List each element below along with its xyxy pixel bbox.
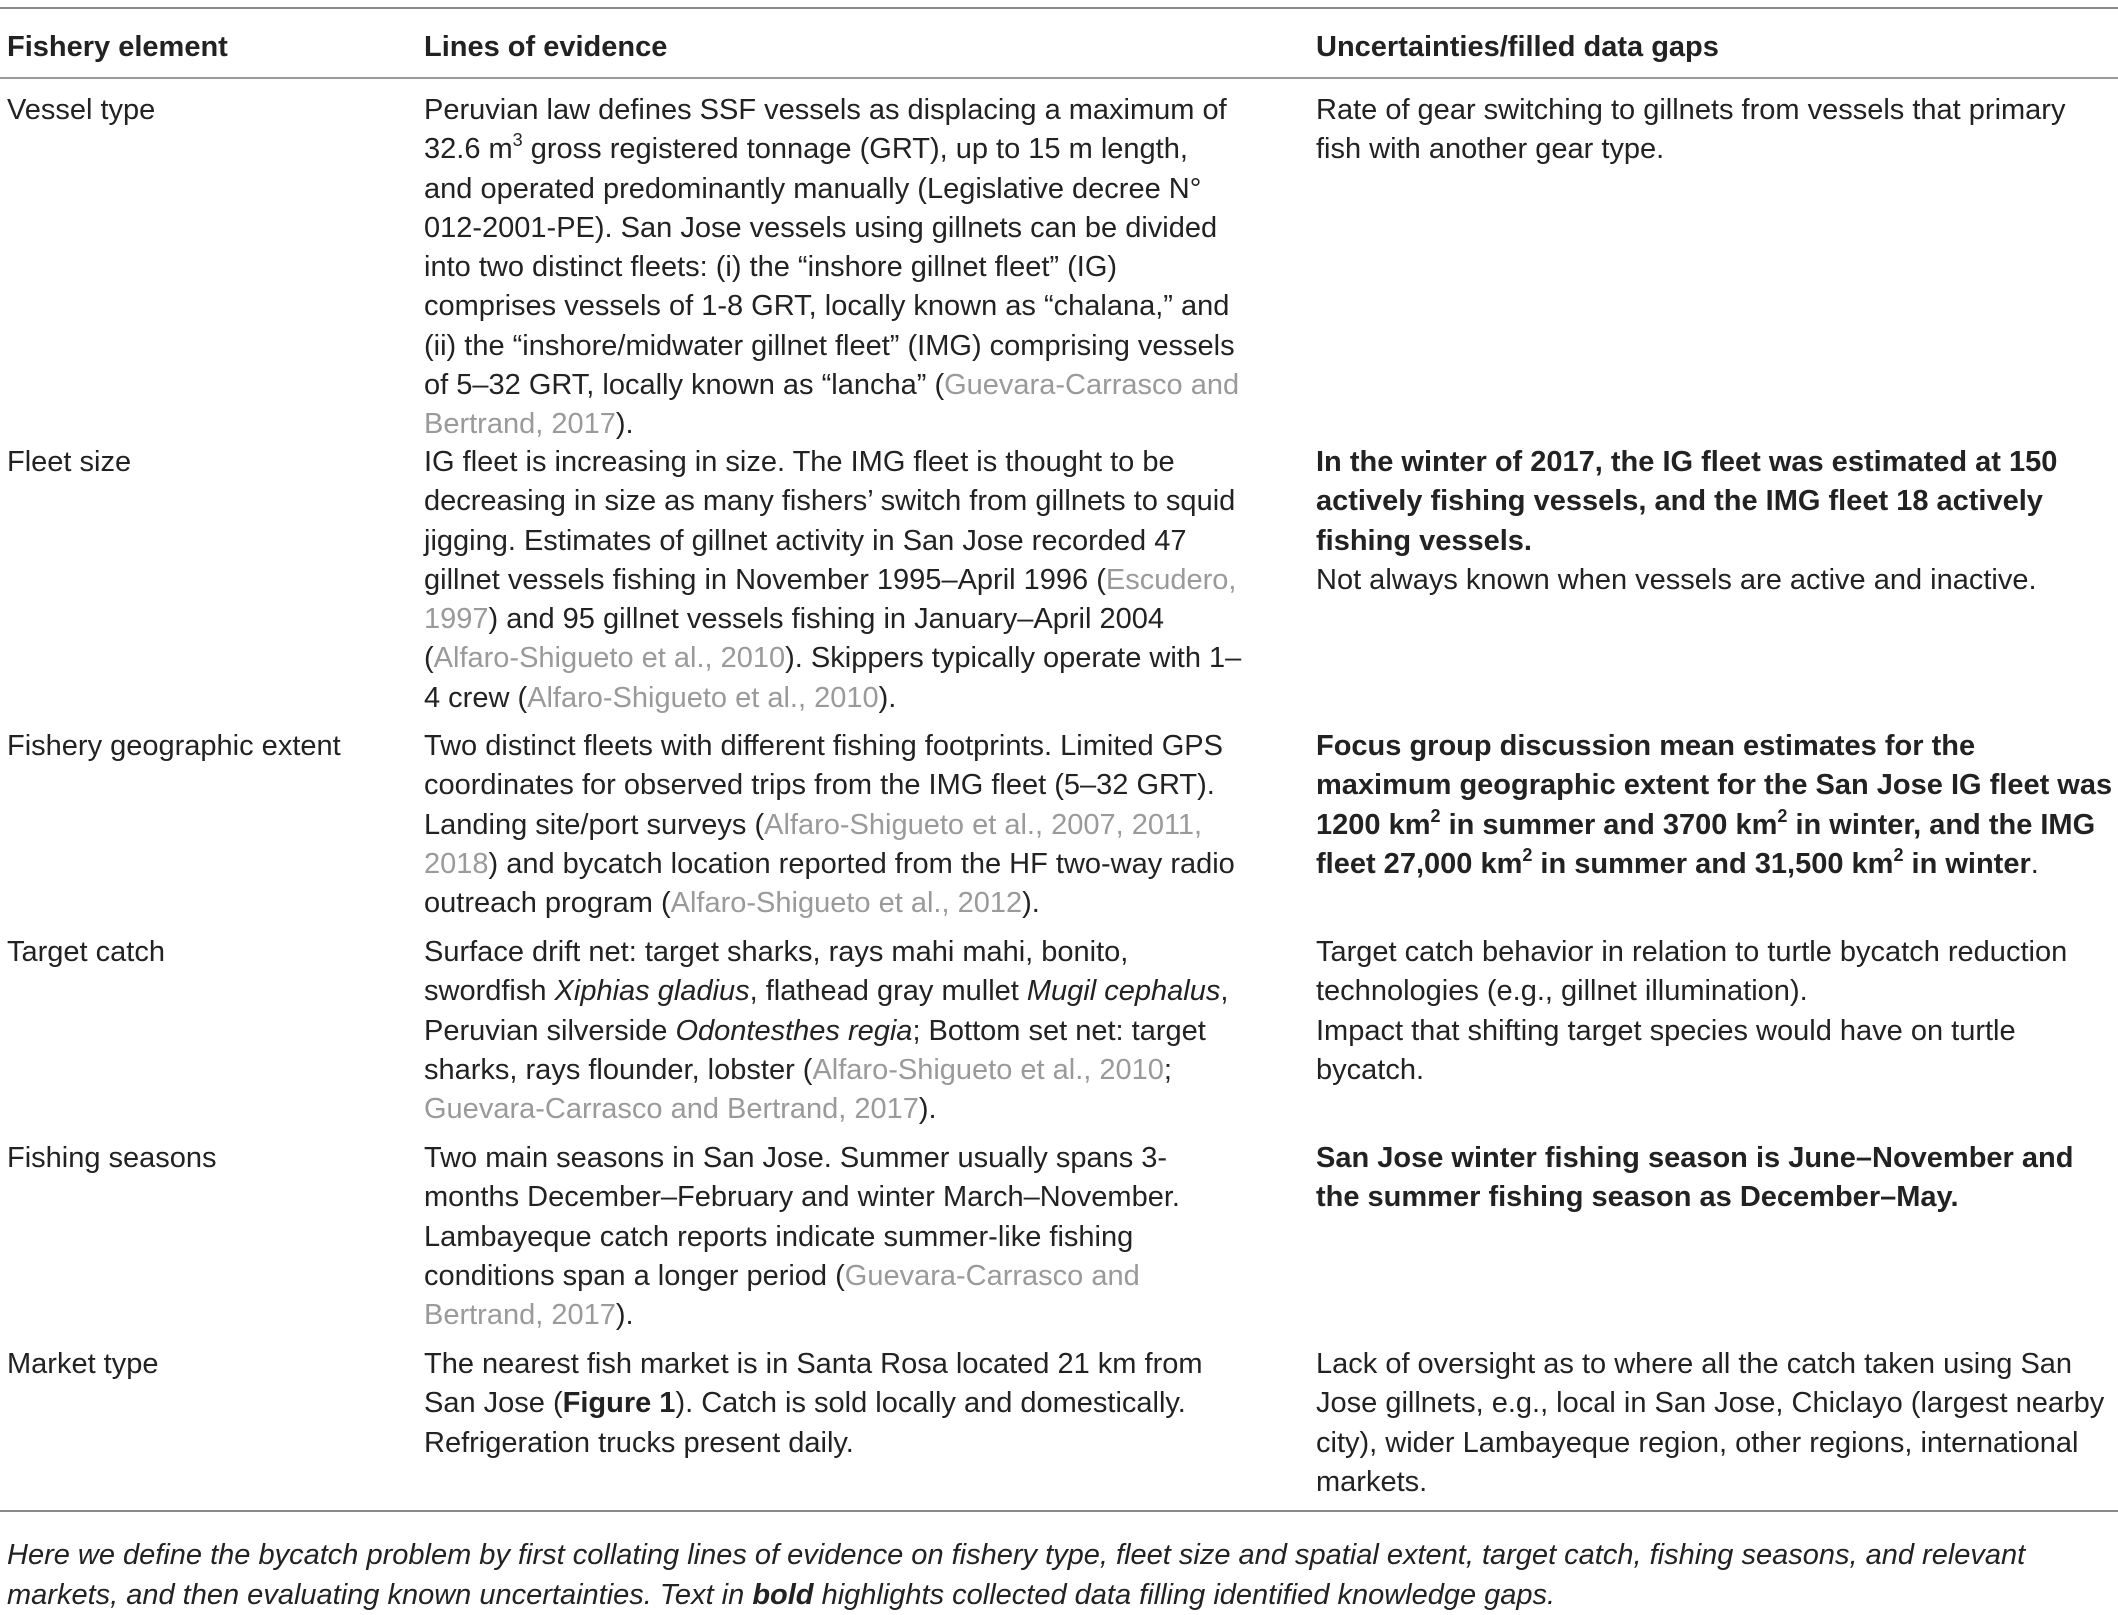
row-uncertainty xyxy=(1316,933,2116,1090)
row-evidence xyxy=(424,933,1244,1129)
evidence-text: , Peruvian silverside xyxy=(424,975,1229,1047)
row-uncertainty: San Jose winter fishing season is June–November and the summer fishing season as December–May. xyxy=(1316,1142,2074,1214)
evidence-text: ) and 95 gillnet vessels fishing in January–April 2004 ( xyxy=(424,603,1164,675)
header-lines-of-evidence: Lines of evidence xyxy=(424,31,668,63)
superscript: 2 xyxy=(1522,844,1533,865)
table-row xyxy=(0,933,2118,1139)
citation-link[interactable]: Alfaro-Shigueto et al., 2010 xyxy=(433,642,786,675)
evidence-text: Surface drift net: target sharks, rays mahi mahi, bonito, swordfish xyxy=(424,936,1129,1008)
table-bottom-rule xyxy=(0,1510,2118,1512)
citation-link[interactable]: Alfaro-Shigueto et al., 2012 xyxy=(670,887,1023,920)
evidence-text: ). xyxy=(918,1093,937,1126)
superscript: 2 xyxy=(1430,805,1441,826)
evidence-text: , flathead gray mullet xyxy=(749,975,1027,1008)
uncertainty-text: Not always known when vessels are active and inactive. xyxy=(1316,563,2037,596)
table-row xyxy=(0,79,2118,443)
row-element-vessel-type: Vessel type xyxy=(7,94,156,126)
row-element-geographic-extent: Fishery geographic extent xyxy=(7,730,341,762)
uncertainty-text: Target catch behavior in relation to turtle bycatch reduction technologies (e.g., gillnet illumination). xyxy=(1316,936,2068,1008)
filled-gap-text: in summer and 31,500 km xyxy=(1532,847,1894,880)
evidence-text: The nearest fish market is in Santa Rosa located 21 km from San Jose ( xyxy=(424,1348,1203,1420)
table-row xyxy=(0,443,2118,727)
citation-link[interactable]: Guevara-Carrasco and Bertrand, 2017 xyxy=(424,369,1240,441)
uncertainty-text: . xyxy=(2030,847,2039,880)
superscript: 3 xyxy=(512,130,523,151)
row-uncertainty xyxy=(1316,727,2116,884)
evidence-text: ). xyxy=(615,408,634,441)
citation-link[interactable]: Alfaro-Shigueto et al., 2010 xyxy=(812,1053,1164,1086)
citation-link[interactable]: Guevara-Carrasco and Bertrand, 2017 xyxy=(424,1093,919,1126)
species-name: Xiphias gladius xyxy=(554,975,750,1008)
header-uncertainties: Uncertainties/filled data gaps xyxy=(1316,31,1719,63)
row-element-fishing-seasons: Fishing seasons xyxy=(7,1142,217,1174)
row-evidence xyxy=(424,91,1244,445)
evidence-text: ). xyxy=(878,681,897,714)
evidence-text: Peruvian law defines SSF vessels as displacing a maximum of 32.6 m xyxy=(424,94,1227,166)
filled-gap-text: in winter, and the IMG fleet 27,000 km xyxy=(1316,808,2096,880)
row-evidence xyxy=(424,727,1244,923)
evidence-text: ). Skippers typically operate with 1–4 crew ( xyxy=(424,642,1242,714)
row-uncertainty: Rate of gear switching to gillnets from vessels that primary fish with another gear type. xyxy=(1316,94,2066,166)
caption-text: Here we define the bycatch problem by first collating lines of evidence on fishery type, fleet size and spatial extent, target catch, fishing seasons, and relevant markets, and then evaluating known uncertainties. Text in xyxy=(7,1539,2026,1611)
table-caption xyxy=(7,1536,2117,1615)
header-fishery-element: Fishery element xyxy=(7,31,228,63)
row-uncertainty: Lack of oversight as to where all the catch taken using San Jose gillnets, e.g., local in San Jose, Chiclayo (largest nearby city), wider Lambayeque region, other regions, international markets. xyxy=(1316,1348,2105,1498)
table-row xyxy=(0,1139,2118,1345)
evidence-text: ) and bycatch location reported from the HF two-way radio outreach program ( xyxy=(424,847,1235,920)
caption-text: highlights collected data filling identified knowledge gaps. xyxy=(813,1578,1556,1611)
evidence-text: ). xyxy=(1022,887,1040,920)
evidence-text: Two distinct fleets with different fishing footprints. Limited GPS coordinates for observed trips from the IMG fleet (5–32 GRT). Landing site/port surveys ( xyxy=(424,730,1223,841)
filled-gap-text: In the winter of 2017, the IG fleet was estimated at 150 actively fishing vessels, and the IMG fleet 18 actively fishing vessels. xyxy=(1316,446,2058,557)
species-name: Mugil cephalus xyxy=(1026,975,1221,1008)
data-table xyxy=(0,7,2118,1512)
evidence-text: ; Bottom set net: target sharks, rays flounder, lobster ( xyxy=(424,1014,1206,1086)
row-evidence xyxy=(424,1345,1244,1463)
filled-gap-text: in summer and 3700 km xyxy=(1440,808,1778,841)
evidence-text: ). Catch is sold locally and domestically. Refrigeration trucks present daily. xyxy=(424,1387,1186,1459)
species-name: Odontesthes regia xyxy=(675,1014,913,1047)
citation-link[interactable]: Escudero, 1997 xyxy=(424,563,1237,636)
row-element-target-catch: Target catch xyxy=(7,936,165,968)
filled-gap-text: in winter xyxy=(1903,847,2031,880)
row-evidence xyxy=(424,443,1244,718)
citation-link[interactable]: Alfaro-Shigueto et al., 2007, 2011, 2018 xyxy=(424,808,1203,880)
table-row xyxy=(0,727,2118,933)
citation-link[interactable]: Alfaro-Shigueto et al., 2010 xyxy=(527,681,879,714)
table-header-row xyxy=(0,9,2118,77)
row-evidence xyxy=(424,1139,1244,1335)
caption-bold-text: bold xyxy=(752,1578,814,1611)
evidence-text: ; xyxy=(1163,1053,1172,1086)
row-element-fleet-size: Fleet size xyxy=(7,446,132,478)
uncertainty-text: Impact that shifting target species would have on turtle bycatch. xyxy=(1316,1014,2016,1086)
citation-link[interactable]: Guevara-Carrasco and Bertrand, 2017 xyxy=(424,1259,1140,1332)
superscript: 2 xyxy=(1777,805,1788,826)
evidence-text: ). xyxy=(615,1299,634,1332)
table-row xyxy=(0,1345,2118,1510)
row-element-market-type: Market type xyxy=(7,1348,159,1380)
evidence-text: gross registered tonnage (GRT), up to 15 m length, and operated predominantly manually (Legislative decree N° 012-2001-PE). San Jose vessels using gillnets can be divided into two distinct fleets: (i) the “inshore gillnet fleet” (IG) comprises vessels of 1-8 GRT, locally known as “chalana,” and (ii) the “inshore/midwater gillnet fleet” (IMG) comprising vessels of 5–32 GRT, locally known as “lancha” ( xyxy=(424,133,1235,402)
row-uncertainty xyxy=(1316,443,2116,600)
filled-gap-text: Focus group discussion mean estimates for the maximum geographic extent for the San Jose IG fleet was 1200 km xyxy=(1316,730,2113,841)
superscript: 2 xyxy=(1893,844,1904,865)
figure-link[interactable]: Figure 1 xyxy=(562,1387,676,1420)
evidence-text: IG fleet is increasing in size. The IMG fleet is thought to be decreasing in size as many fishers’ switch from gillnets to squid jigging. Estimates of gillnet activity in San Jose recorded 47 gillnet vessels fishing in November 1995–April 1996 ( xyxy=(424,446,1236,596)
evidence-text: Two main seasons in San Jose. Summer usually spans 3-months December–February and winter March–November. Lambayeque catch reports indicate summer-like fishing conditions span a longer period ( xyxy=(424,1142,1180,1292)
